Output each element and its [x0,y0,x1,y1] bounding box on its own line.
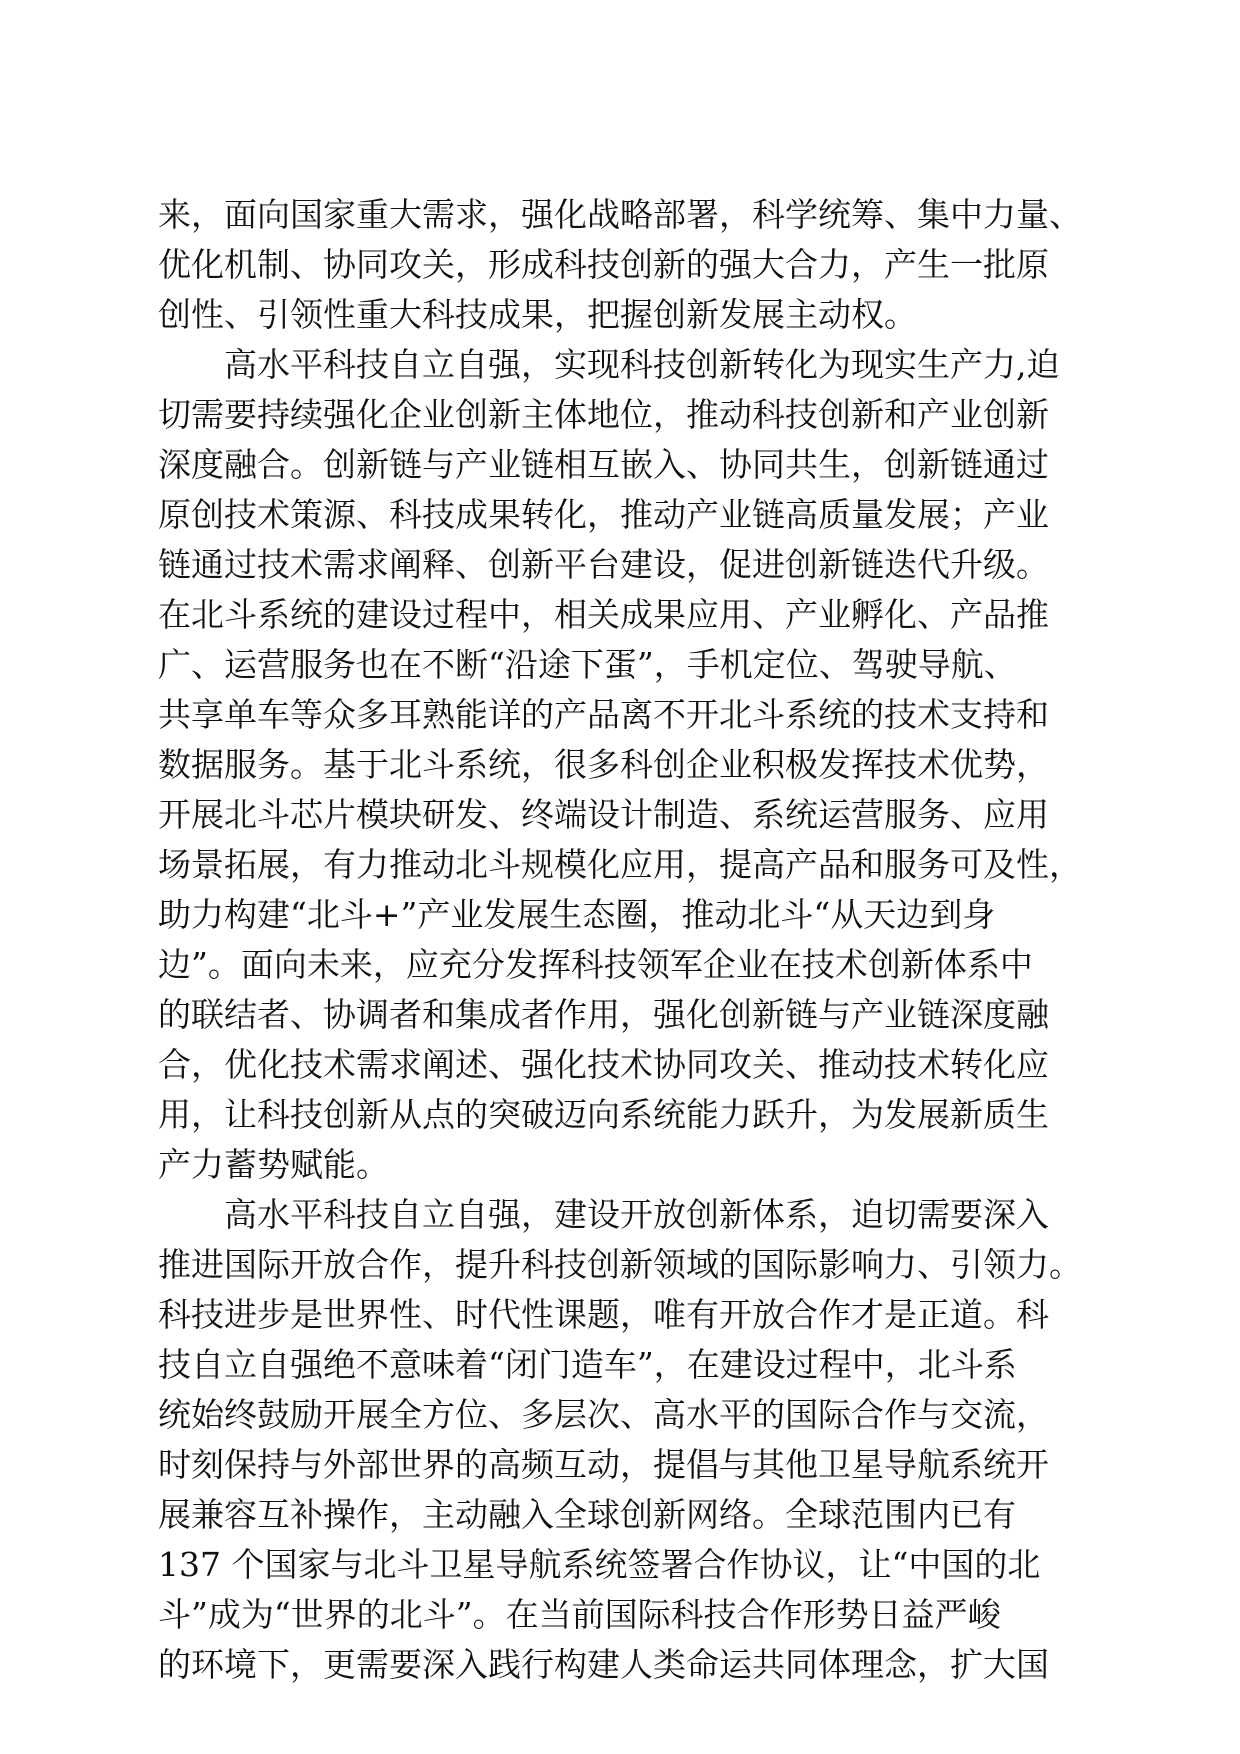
text-line: 共享单车等众多耳熟能详的产品离不开北斗系统的技术支持和 [158,695,1049,734]
text-line: 优化机制、协同攻关，形成科技创新的强大合力，产生一批原 [158,245,1049,284]
text-line: 高水平科技自立自强，建设开放创新体系，迫切需要深入 [224,1195,1049,1234]
text-line: 科技进步是世界性、时代性课题，唯有开放合作才是正道。科 [158,1295,1049,1334]
body-text [158,190,1098,1690]
text-line: 的联结者、协调者和集成者作用，强化创新链与产业链深度融 [158,995,1049,1034]
text-line: 原创技术策源、科技成果转化，推动产业链高质量发展；产业 [158,495,1049,534]
text-line: 数据服务。基于北斗系统，很多科创企业积极发挥技术优势， [158,745,1049,784]
text-line: 切需要持续强化企业创新主体地位，推动科技创新和产业创新 [158,395,1049,434]
text-line: 的环境下，更需要深入践行构建人类命运共同体理念，扩大国 [158,1645,1049,1684]
text-line: 统始终鼓励开展全方位、多层次、高水平的国际合作与交流， [158,1395,1049,1434]
text-line: 广、运营服务也在不断“沿途下蛋”，手机定位、驾驶导航、 [158,645,1017,684]
text-line: 137 个国家与北斗卫星导航系统签署合作协议，让“中国的北 [158,1545,1041,1584]
text-line: 开展北斗芯片模块研发、终端设计制造、系统运营服务、应用 [158,795,1049,834]
text-line: 用，让科技创新从点的突破迈向系统能力跃升，为发展新质生 [158,1095,1049,1134]
text-line: 深度融合。创新链与产业链相互嵌入、协同共生，创新链通过 [158,445,1049,484]
text-line: 来，面向国家重大需求，强化战略部署，科学统筹、集中力量、 [158,195,1082,234]
text-line: 场景拓展，有力推动北斗规模化应用，提高产品和服务可及性， [158,845,1082,884]
text-line: 创性、引领性重大科技成果，把握创新发展主动权。 [158,295,917,334]
text-line: 技自立自强绝不意味着“闭门造车”，在建设过程中，北斗系 [158,1345,1017,1384]
text-line: 边”。面向未来，应充分发挥科技领军企业在技术创新体系中 [158,945,1033,984]
text-line: 高水平科技自立自强，实现科技创新转化为现实生产力,迫 [224,345,1060,384]
text-line: 在北斗系统的建设过程中，相关成果应用、产业孵化、产品推 [158,595,1049,634]
text-line: 合，优化技术需求阐述、强化技术协同攻关、推动技术转化应 [158,1045,1049,1084]
text-line: 产力蓄势赋能。 [158,1145,389,1184]
text-line: 时刻保持与外部世界的高频互动，提倡与其他卫星导航系统开 [158,1445,1049,1484]
text-line: 展兼容互补操作，主动融入全球创新网络。全球范围内已有 [158,1495,1016,1534]
text-line: 斗”成为“世界的北斗”。在当前国际科技合作形势日益严峻 [158,1595,1001,1634]
text-line: 链通过技术需求阐释、创新平台建设，促进创新链迭代升级。 [158,545,1049,584]
text-line: 推进国际开放合作，提升科技创新领域的国际影响力、引领力。 [158,1245,1082,1284]
text-line: 助力构建“北斗+”产业发展生态圈，推动北斗“从天边到身 [158,895,996,934]
